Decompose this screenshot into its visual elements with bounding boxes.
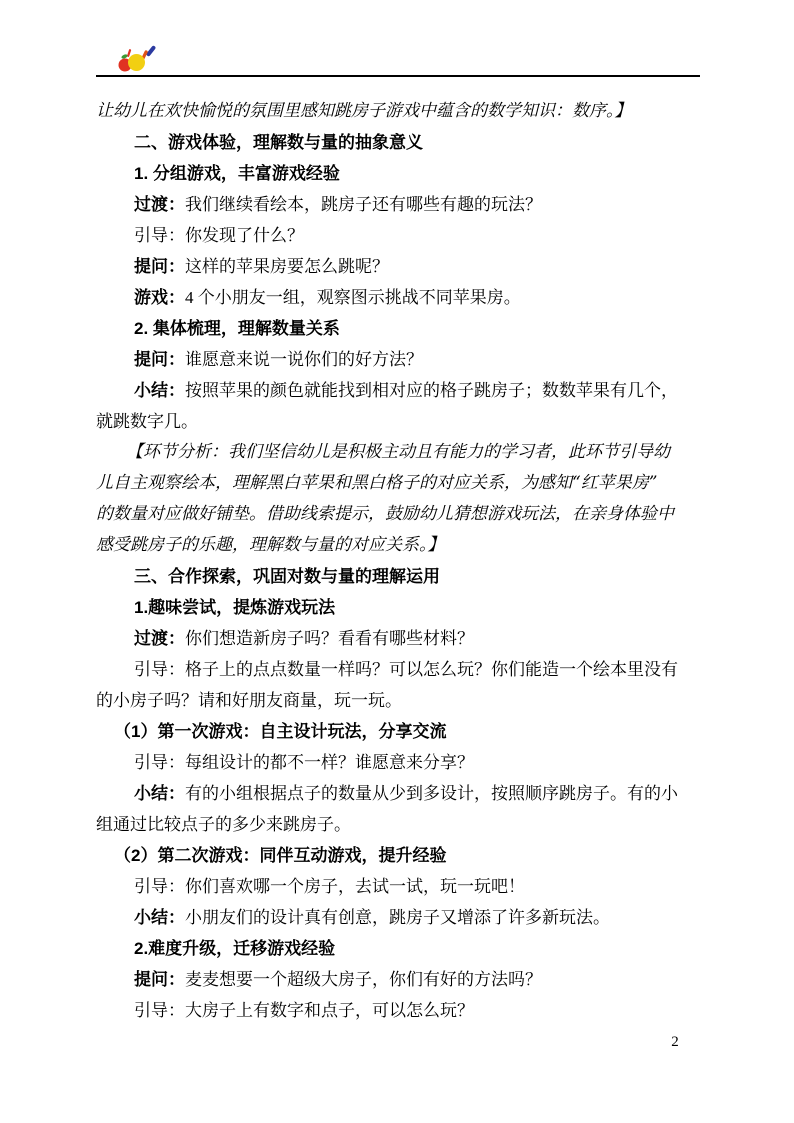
line-text: 大房子上有数字和点子，可以怎么玩？ bbox=[185, 1001, 474, 1020]
line-text: 组通过比较点子的多少来跳房子。 bbox=[96, 815, 351, 834]
logo-red-stroke bbox=[127, 49, 132, 57]
line-label: 小结： bbox=[134, 908, 185, 927]
line-text: 2.难度升级，迁移游戏经验 bbox=[134, 939, 336, 958]
line-text: 的数量对应做好铺垫。借助线索提示，鼓励幼儿猜想游戏玩法，在亲身体验中 bbox=[96, 504, 674, 524]
fruit-logo-icon bbox=[116, 44, 162, 74]
line-text: 你们喜欢哪一个房子，去试一试，玩一玩吧！ bbox=[185, 877, 525, 896]
line-text: 二、游戏体验，理解数与量的抽象意义 bbox=[134, 133, 423, 152]
line-label: 游戏： bbox=[134, 288, 185, 307]
text-line bbox=[96, 654, 736, 685]
line-text: 感受跳房子的乐趣，理解数与量的对应关系。】 bbox=[96, 535, 445, 555]
line-text: 你们想造新房子吗？看看有哪些材料？ bbox=[185, 629, 474, 648]
text-line bbox=[96, 592, 736, 623]
line-text: 谁愿意来说一说你们的好方法？ bbox=[185, 350, 423, 369]
text-line bbox=[96, 778, 736, 809]
line-label: 提问： bbox=[134, 350, 185, 369]
text-line bbox=[96, 623, 736, 654]
text-line bbox=[96, 716, 736, 747]
text-line bbox=[96, 189, 736, 220]
line-text: 小朋友们的设计真有创意，跳房子又增添了许多新玩法。 bbox=[185, 908, 610, 927]
line-label: 引导： bbox=[134, 877, 185, 896]
text-line bbox=[96, 871, 736, 902]
text-line bbox=[96, 685, 736, 716]
line-text: 这样的苹果房要怎么跳呢？ bbox=[185, 257, 389, 276]
text-line bbox=[96, 840, 736, 871]
line-label: 过渡： bbox=[134, 629, 185, 648]
text-line bbox=[96, 220, 736, 251]
header-rule bbox=[96, 75, 700, 77]
line-label: 引导： bbox=[134, 226, 185, 245]
line-text: 【环节分析：我们坚信幼儿是积极主动且有能力的学习者，此环节引导幼 bbox=[126, 442, 670, 462]
text-line bbox=[96, 561, 736, 592]
line-text: 每组设计的都不一样？谁愿意来分享？ bbox=[185, 753, 474, 772]
line-text: 麦麦想要一个超级大房子，你们有好的方法吗？ bbox=[185, 970, 542, 989]
text-line bbox=[96, 995, 736, 1026]
text-line bbox=[96, 127, 736, 158]
text-line bbox=[96, 158, 736, 189]
line-text: 有的小组根据点子的数量从少到多设计，按照顺序跳房子。有的小 bbox=[185, 784, 678, 803]
line-label: 过渡： bbox=[134, 195, 185, 214]
line-text: 格子上的点点数量一样吗？可以怎么玩？你们能造一个绘本里没有 bbox=[185, 660, 678, 679]
line-text: （1）第一次游戏：自主设计玩法，分享交流 bbox=[114, 722, 447, 741]
text-line bbox=[96, 344, 736, 375]
line-text: 的小房子吗？请和好朋友商量，玩一玩。 bbox=[96, 691, 402, 710]
line-label: 引导： bbox=[134, 660, 185, 679]
line-label: 小结： bbox=[134, 784, 185, 803]
text-line bbox=[96, 282, 736, 313]
line-text: 4 个小朋友一组，观察图示挑战不同苹果房。 bbox=[185, 288, 521, 307]
line-text: 儿自主观察绘本，理解黑白苹果和黑白格子的对应关系，为感知“红苹果房” bbox=[96, 473, 658, 493]
line-text: （2）第二次游戏：同伴互动游戏，提升经验 bbox=[114, 846, 447, 865]
line-label: 小结： bbox=[134, 381, 185, 400]
line-text: 三、合作探索，巩固对数与量的理解运用 bbox=[134, 567, 440, 586]
text-line bbox=[96, 902, 736, 933]
text-line bbox=[96, 375, 736, 406]
line-label: 提问： bbox=[134, 970, 185, 989]
line-text: 让幼儿在欢快愉悦的氛围里感知跳房子游戏中蕴含的数学知识：数序。】 bbox=[96, 101, 632, 121]
text-line bbox=[96, 251, 736, 282]
line-label: 引导： bbox=[134, 753, 185, 772]
text-line bbox=[96, 933, 736, 964]
text-line bbox=[96, 964, 736, 995]
line-text: 1. 分组游戏，丰富游戏经验 bbox=[134, 164, 340, 183]
logo-yellow-circle bbox=[128, 54, 145, 71]
document-body bbox=[96, 96, 736, 1026]
text-line bbox=[96, 313, 736, 344]
line-text: 我们继续看绘本，跳房子还有哪些有趣的玩法？ bbox=[185, 195, 542, 214]
header-logo bbox=[116, 44, 162, 74]
text-line bbox=[96, 499, 736, 530]
text-line bbox=[96, 406, 736, 437]
text-line bbox=[96, 530, 736, 561]
text-line bbox=[96, 437, 736, 468]
page-number: 2 bbox=[671, 1034, 679, 1050]
line-text: 按照苹果的颜色就能找到相对应的格子跳房子；数数苹果有几个， bbox=[185, 381, 678, 400]
line-text: 就跳数字几。 bbox=[96, 412, 198, 431]
line-label: 提问： bbox=[134, 257, 185, 276]
line-text: 你发现了什么？ bbox=[185, 226, 304, 245]
text-line bbox=[96, 468, 736, 499]
text-line bbox=[96, 809, 736, 840]
line-label: 引导： bbox=[134, 1001, 185, 1020]
text-line bbox=[96, 96, 736, 127]
text-line bbox=[96, 747, 736, 778]
line-text: 1.趣味尝试，提炼游戏玩法 bbox=[134, 598, 336, 617]
line-text: 2. 集体梳理，理解数量关系 bbox=[134, 319, 340, 338]
